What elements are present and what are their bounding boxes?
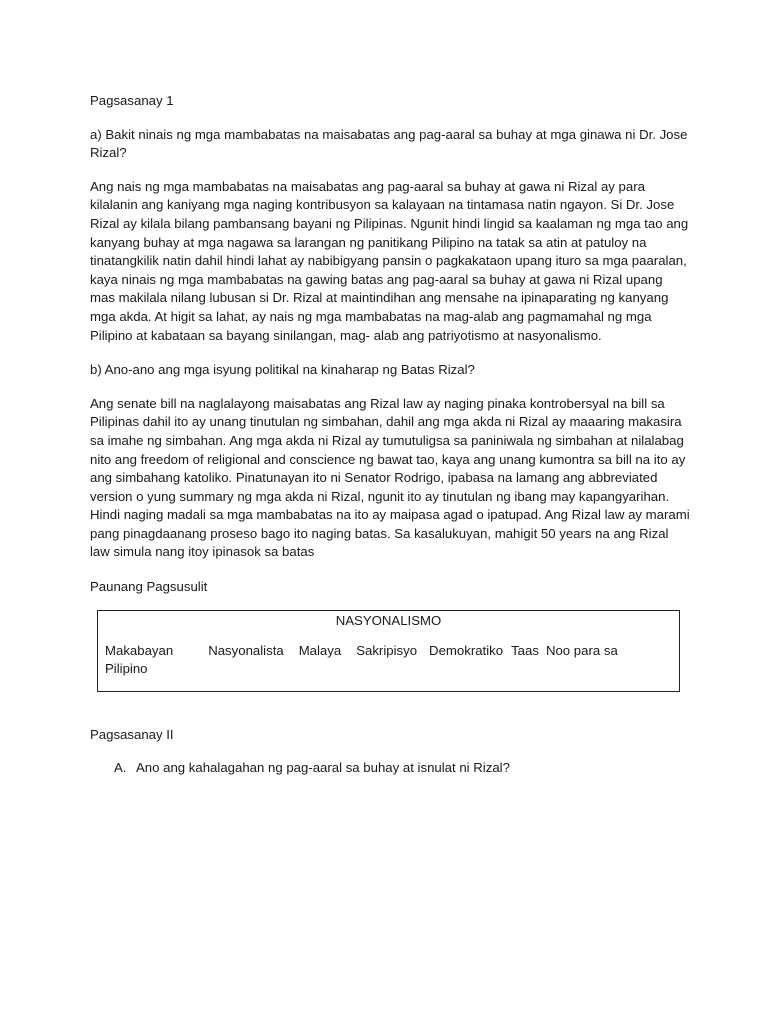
list-marker: A. — [114, 760, 127, 776]
question-b: b) Ano-ano ang mga isyung politikal na kinaharap ng Batas Rizal? — [90, 362, 475, 378]
word-box — [97, 610, 680, 692]
word-item: Demokratiko — [429, 642, 504, 658]
word-item: Nasyonalista — [208, 642, 284, 658]
word-item: Malaya — [298, 642, 342, 658]
list-item — [90, 759, 690, 778]
list-item-text: Ano ang kahalagahan ng pag-aaral sa buhay at isnulat ni Rizal? — [136, 760, 510, 776]
section-heading-pagsasanay-2: Pagsasanay II — [90, 726, 174, 742]
section-heading-pagsasanay-1: Pagsasanay 1 — [90, 93, 174, 108]
question-a: a) Bakit ninais ng mga mambabatas na maisabatas ang pag-aaral sa buhay at mga ginawa ni Dr. Jose Rizal? — [90, 126, 688, 161]
word-item: Taas — [511, 642, 539, 658]
word-item: Makabayan — [105, 642, 174, 658]
word-item: Sakripisyo — [356, 642, 418, 658]
question-list — [90, 759, 690, 778]
word-box-title: NASYONALISMO — [335, 612, 442, 628]
section-heading-paunang-pagsusulit: Paunang Pagsusulit — [90, 579, 208, 595]
word-box-list — [105, 642, 665, 679]
document-page — [90, 92, 690, 778]
word-item: Noo para sa — [545, 642, 618, 658]
word-item: Pilipino — [105, 661, 148, 677]
answer-b: Ang senate bill na naglalayong maisabatas ang Rizal law ay naging pinaka kontrobersyal na bill sa Pilipinas dahil ito ay unang tinutulan ng simbahan, dahil ang mga akda ni Rizal ay maaaring makasira sa imahe ng simbahan. Ang mga akda ni Rizal ay tumutuligsa sa paniniwala ng simbahan at nilalabag nito ang freedom of religional and conscience ng bawat tao, kaya ang unang kumontra sa bill na ito ay ang simbahang katoliko. Pinatunayan ito ni Senator Rodrigo, ipabasa na lamang ang abbreviated version o yung summary ng mga akda ni Rizal, ngunit ito ay tinutulan ng ibang may kapangyarihan. Hindi naging madali sa mga mambabatas na ito ay maipasa agad o ipatupad. Ang Rizal law ay marami pang pinagdaanang proseso bago ito naging batas. Sa kasalukuyan, mahigit 50 years na ang Rizal law simula nang itoy ipinasok sa batas — [90, 395, 690, 560]
answer-a: Ang nais ng mga mambabatas na maisabatas ang pag-aaral sa buhay at gawa ni Rizal ay para kilalanin ang kaniyang mga naging kontribusyon sa kalayaan na tintamasa natin ngayon. Si Dr. Jose Rizal ay kilala bilang pambansang bayani ng Pilipinas. Ngunit hindi lingid sa kaalaman ng mga tao ang kanyang buhay at mga nagawa sa larangan ng panitikang Pilipino na tatak sa atin at patuloy na tinatangkilik natin dahil hindi lahat ay nabibigyang pansin o pagkakataon upang ituro sa mga paaralan, kaya ninais ng mga mambabatas na gawing batas ang pag-aaral sa buhay at gawa ni Rizal upang mas makilala nilang lubusan si Dr. Rizal at maintindihan ang mensahe na ipinaparating ng kanyang mga akda. At higit sa lahat, ay nais ng mga mambabatas na mag-alab ang pagmamahal ng mga Pilipino at kabataan sa bayang sinilangan, mag- alab ang patriyotismo at nasyonalismo. — [90, 178, 689, 343]
